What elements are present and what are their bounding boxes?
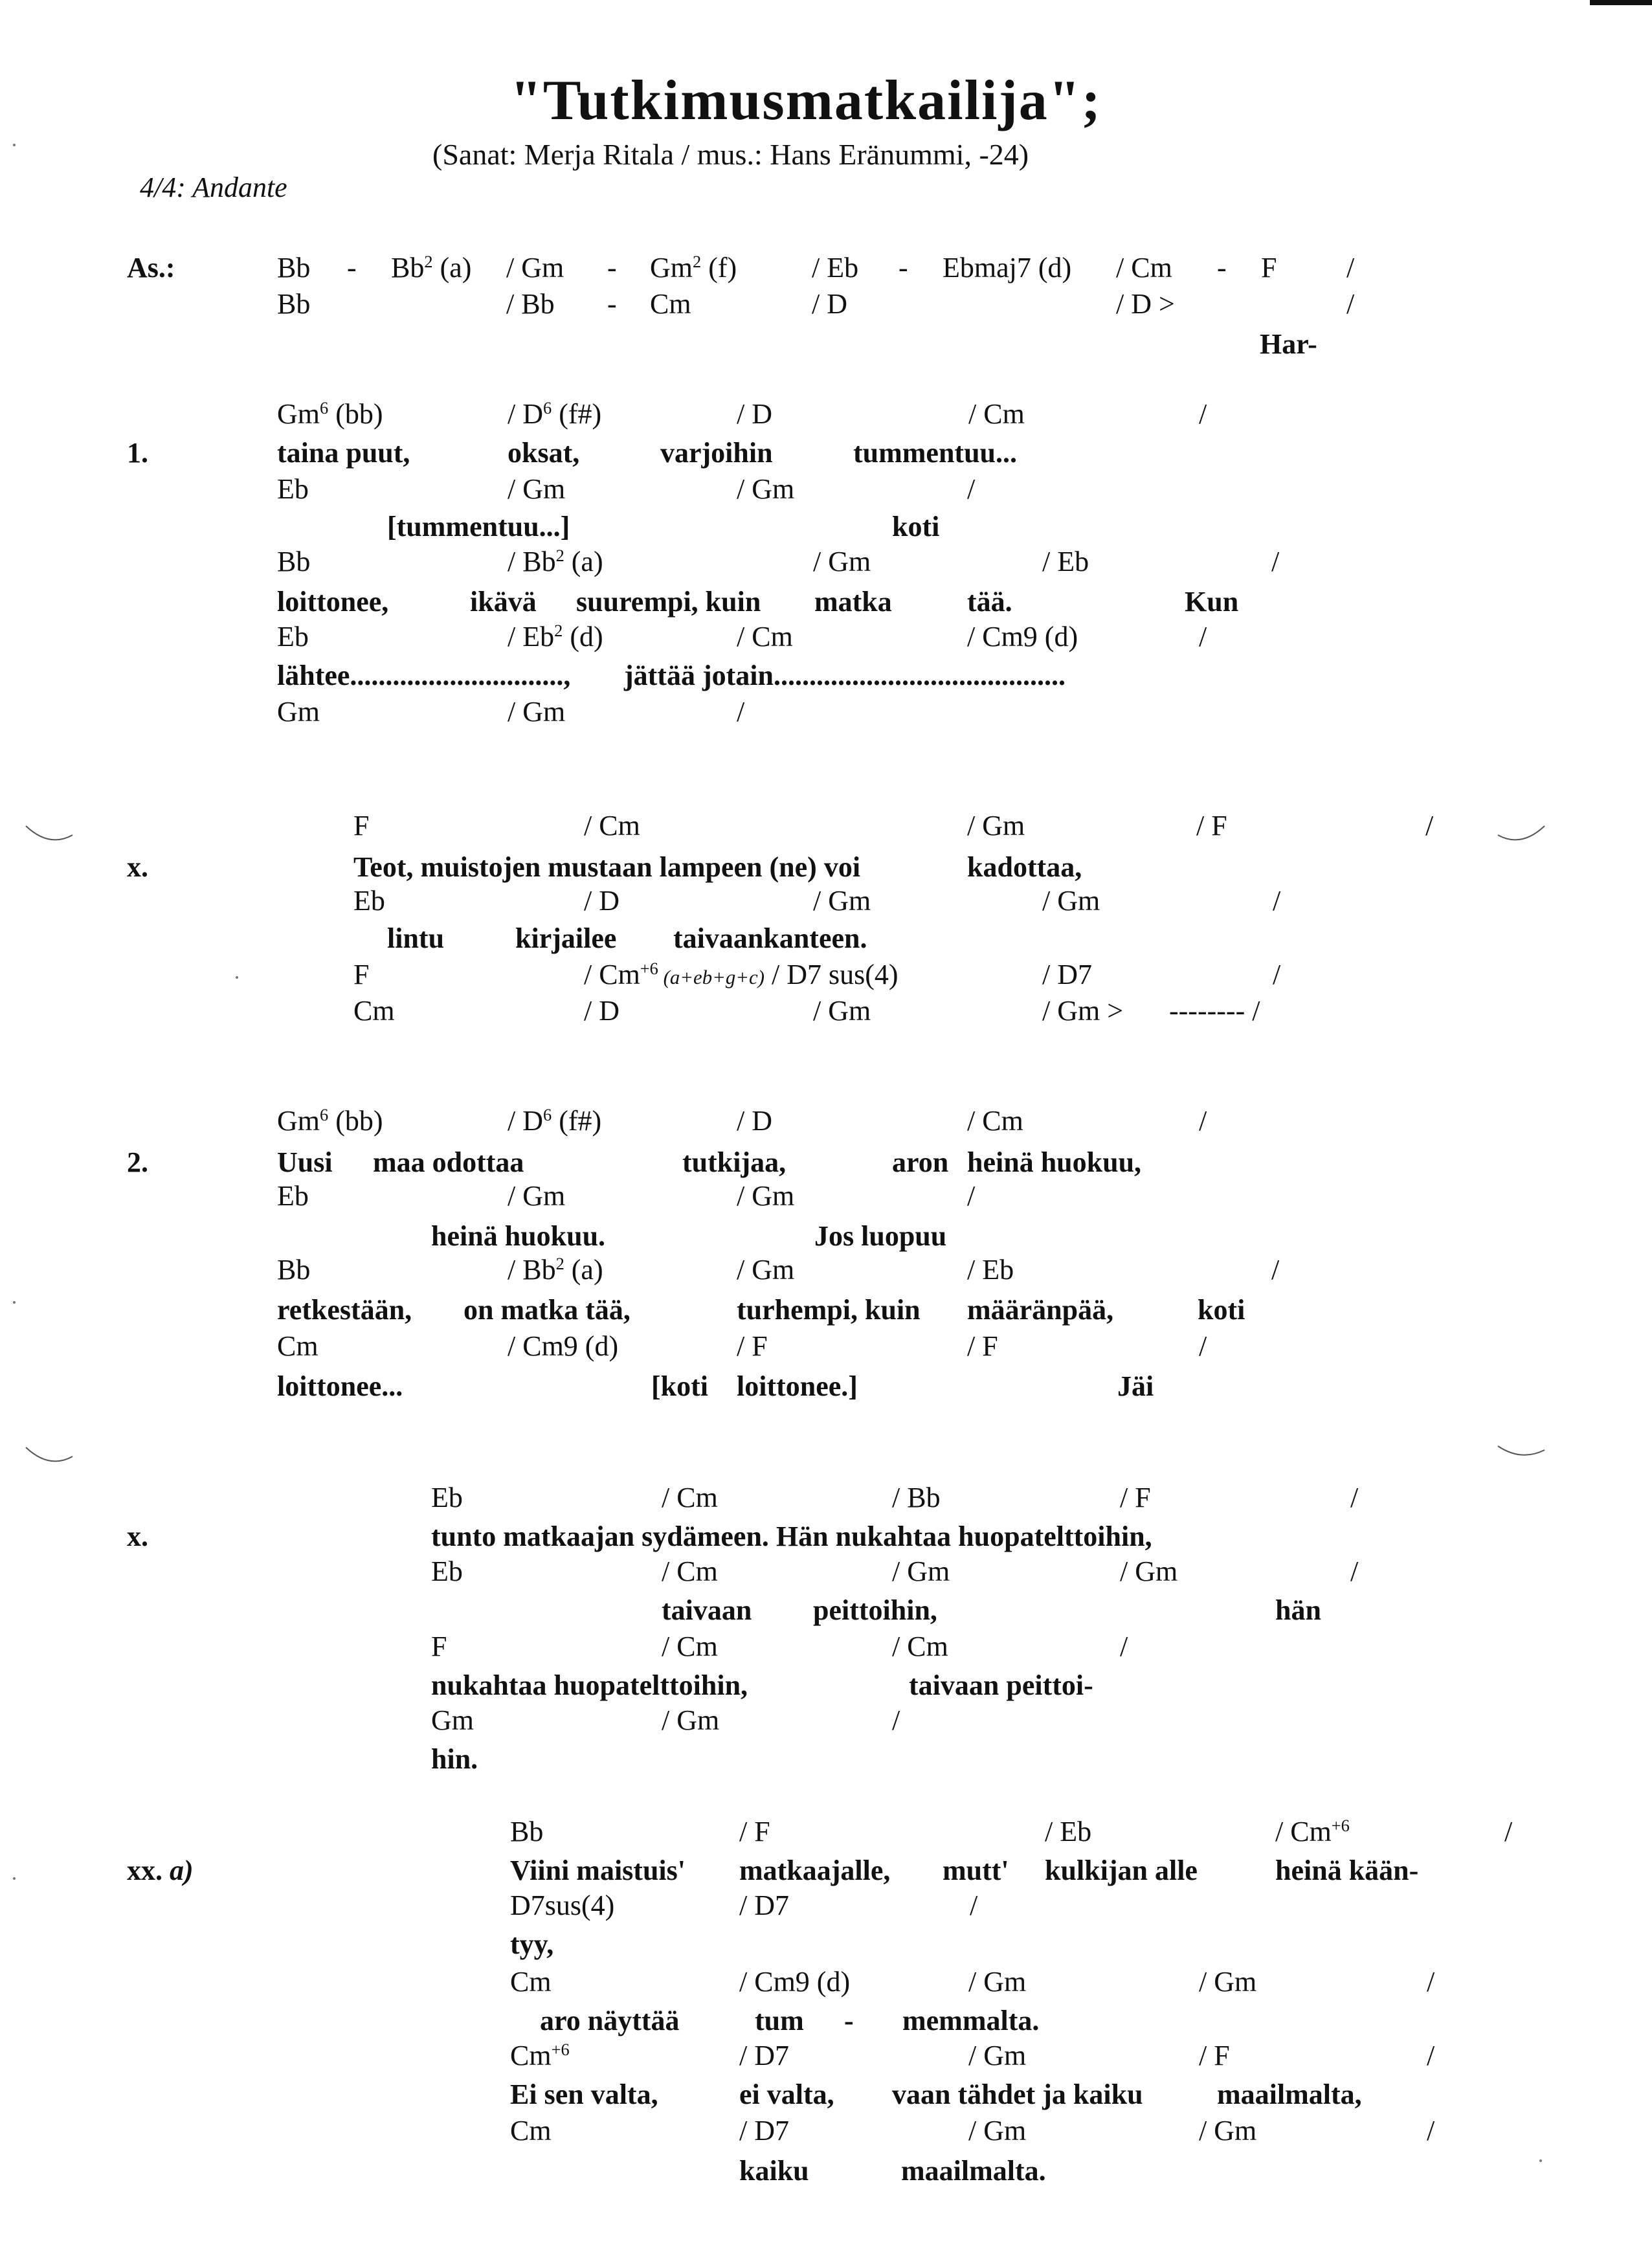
chord: / $Cm^{+6}$ (1275, 1816, 1350, 1847)
barline: / (1346, 288, 1355, 320)
barline: / (1199, 621, 1207, 652)
chord: Bb (277, 288, 311, 320)
chord: / F (739, 1816, 770, 1847)
lyric: koti (892, 511, 940, 542)
lyric: matkaajalle, (739, 1855, 891, 1886)
barline: / (1120, 1631, 1128, 1662)
chord-dash: - (347, 252, 357, 284)
chord: Gm$^6$ (bb) (277, 1105, 383, 1137)
chord: / Cm (584, 810, 640, 842)
chord: / D (812, 288, 847, 320)
chord: / Gm (737, 473, 795, 505)
chord: F (431, 1631, 447, 1662)
lyric: vaan tähdet ja kaiku (892, 2079, 1143, 2110)
chord: Eb (431, 1555, 463, 1587)
lyric: loittonee.] (737, 1370, 858, 1402)
chord: Gm$^6$ (bb) (277, 398, 383, 430)
lyric: Jäi (1117, 1370, 1154, 1402)
chord: / Gm (1199, 1966, 1257, 1998)
lyric: retkestään, (277, 1294, 412, 1326)
chord: / Gm (813, 995, 871, 1027)
song-credits: (Sanat: Merja Ritala / mus.: Hans Eränummi, -24) (432, 138, 1029, 171)
lyric: tunto matkaajan sydämeen. Hän nukahtaa huopatelttoihin, (431, 1521, 1152, 1552)
lyric: Teot, muistojen mustaan lampeen (ne) voi (353, 851, 861, 883)
chord: / Gm (662, 1704, 720, 1736)
chord: / F (1120, 1482, 1151, 1513)
chord: / Cm9 (d) (967, 621, 1078, 652)
chord: / Bb (892, 1482, 941, 1513)
lyric: nukahtaa huopatelttoihin, (431, 1669, 748, 1701)
chord: / Gm > (1042, 995, 1124, 1027)
chord: F (353, 810, 370, 842)
chord: / Cm (662, 1482, 718, 1513)
punch-hole-mark (23, 1444, 75, 1469)
scan-speck (13, 1877, 16, 1880)
lyric: mutt' (943, 1855, 1009, 1886)
lyric: varjoihin (660, 437, 773, 469)
barline: / (1350, 1555, 1359, 1587)
chord: / Gm (506, 252, 564, 284)
chord-dash: - (607, 288, 617, 320)
section-label: xx. a) (127, 1855, 194, 1886)
chord: Cm (650, 288, 691, 320)
barline: / (737, 696, 745, 728)
chord: / Bb$^2$ (a) (508, 1254, 603, 1286)
scan-speck (13, 144, 16, 146)
chord: / D (737, 1105, 772, 1137)
lyric: heinä huokuu. (431, 1220, 606, 1252)
lyric: oksat, (508, 437, 580, 469)
chord: $Cm^{+6}$ (510, 2040, 570, 2071)
section-label: 2. (127, 1146, 148, 1178)
chord-dash: - (1217, 252, 1227, 284)
chord: Eb (277, 621, 309, 652)
chord: / Gm (1199, 2115, 1257, 2146)
chord: Cm (277, 1330, 318, 1362)
chord: Eb (353, 885, 385, 917)
chord: / F (737, 1330, 768, 1362)
section-label: 1. (127, 437, 148, 469)
chord-dash: - (899, 252, 908, 284)
chord: / Gm (968, 2040, 1027, 2071)
lyric: lähtee.............................., (277, 660, 571, 691)
section-label: x. (127, 851, 148, 883)
chord: / Gm (968, 2115, 1027, 2146)
chord: Cm (510, 1966, 552, 1998)
lyric: heinä kään- (1275, 1855, 1419, 1886)
lyric: kirjailee (515, 922, 617, 954)
barline: / (967, 473, 976, 505)
lyric: maailmalta. (901, 2155, 1046, 2187)
lyric: kulkijan alle (1045, 1855, 1198, 1886)
lyric: taivaankanteen. (673, 922, 867, 954)
lyric: turhempi, kuin (737, 1294, 921, 1326)
lyric: tummentuu... (853, 437, 1018, 469)
chord: / F (1196, 810, 1227, 842)
chord: / Cm (892, 1631, 948, 1662)
chord: Bb (277, 546, 311, 577)
chord: / Cm (662, 1555, 718, 1587)
page-corner-mark (1590, 0, 1652, 5)
lyric: ei valta, (739, 2079, 834, 2110)
lyric: tyy, (510, 1928, 554, 1960)
lyric: matka (814, 586, 892, 618)
chord: Gm$^2$ (f) (650, 252, 737, 284)
chord: / Cm9 (d) (739, 1966, 851, 1998)
chord: / Gm (737, 1254, 795, 1286)
lyric: hän (1275, 1594, 1321, 1626)
scan-speck (1539, 2159, 1542, 2162)
chord: Eb (431, 1482, 463, 1513)
lyric: tää. (967, 586, 1012, 618)
chord: Eb (277, 473, 309, 505)
lyric: [koti (651, 1370, 708, 1402)
section-label: As.: (127, 252, 175, 284)
lyric: Kun (1185, 586, 1239, 618)
chord: Bb (510, 1816, 544, 1847)
barline: / (1427, 1966, 1435, 1998)
chord: / Gm (508, 696, 566, 728)
chord: F (1261, 252, 1277, 284)
song-title: "Tutkimusmatkailija"; (510, 69, 1102, 132)
lyric: maailmalta, (1217, 2079, 1362, 2110)
lyric: jättää jotain......................................... (624, 660, 1066, 691)
barline: / (970, 1890, 978, 1921)
lyric: [tummentuu...] (387, 511, 570, 542)
chord: / Gm (813, 546, 871, 577)
barline: / (1427, 2040, 1435, 2071)
lyric: lintu (387, 922, 445, 954)
chord: Gm (431, 1704, 474, 1736)
chord: / Eb (812, 252, 859, 284)
chord: / Eb (1042, 546, 1089, 577)
lyric: loittonee, (277, 586, 389, 618)
lyric: suurempi, kuin (576, 586, 761, 618)
lyric: Uusi (277, 1146, 333, 1178)
chord: / Gm (892, 1555, 950, 1587)
lyric: ikävä (470, 586, 537, 618)
chord: / Bb (506, 288, 555, 320)
chord: / Eb$^2$ (d) (508, 621, 603, 652)
chord: / Bb$^2$ (a) (508, 546, 603, 577)
lyric: aro näyttää (540, 2005, 680, 2036)
chord: / D7 (739, 2040, 789, 2071)
chord: / D7 (1042, 959, 1092, 990)
barline: / (1425, 810, 1434, 842)
chord: / D7 (739, 1890, 789, 1921)
barline: / (967, 1180, 976, 1212)
lyric: tutkijaa, (682, 1146, 787, 1178)
chord: / Gm (1120, 1555, 1178, 1587)
chord: / Eb (967, 1254, 1014, 1286)
chord: / Gm (813, 885, 871, 917)
chord: / Cm (967, 1105, 1023, 1137)
chord: / Gm (508, 1180, 566, 1212)
chord: Cm (510, 2115, 552, 2146)
chord: Cm (353, 995, 395, 1027)
lyric: taina puut, (277, 437, 410, 469)
barline: / (1199, 398, 1207, 430)
barline: / (892, 1704, 900, 1736)
barline: / (1273, 959, 1281, 990)
section-label: x. (127, 1521, 148, 1552)
lyric: Ei sen valta, (510, 2079, 658, 2110)
chord: / $D^6$ (f#) (508, 398, 602, 430)
lyric: heinä huokuu, (967, 1146, 1142, 1178)
chord: / Gm (1042, 885, 1100, 917)
lyric: - (844, 2005, 854, 2036)
chord: / Cm (662, 1631, 718, 1662)
lyric: kaiku (739, 2155, 809, 2187)
lyric: on matka tää, (463, 1294, 631, 1326)
chord: / F (1199, 2040, 1230, 2071)
barline: / (1504, 1816, 1513, 1847)
chord: Ebmaj7 (d) (943, 252, 1072, 284)
chord: / Gm (967, 810, 1025, 842)
lyric-pickup: Har- (1260, 328, 1317, 360)
lyric: tum (755, 2005, 804, 2036)
chord: / Cm (737, 621, 793, 652)
chord: Bb (277, 1254, 311, 1286)
punch-hole-mark (23, 822, 75, 848)
chord-dash: - (607, 252, 617, 284)
tempo-marking: 4/4: Andante (140, 172, 287, 203)
chord: Bb (277, 252, 311, 284)
barline: / (1427, 2115, 1435, 2146)
chord: / Gm (968, 1966, 1027, 1998)
chord: / Cm9 (d) (508, 1330, 619, 1362)
chord: / D (584, 995, 620, 1027)
lyric: Jos luopuu (814, 1220, 947, 1252)
scan-speck (236, 976, 238, 979)
chord: / D (584, 885, 620, 917)
chord: D7sus(4) (510, 1890, 615, 1921)
chord: / Cm (1116, 252, 1172, 284)
chord: / Cm (968, 398, 1025, 430)
barline: / (1271, 546, 1280, 577)
lyric: taivaan (662, 1594, 752, 1626)
lyric: taivaan peittoi- (909, 1669, 1093, 1701)
barline: / (1271, 1254, 1280, 1286)
barline: / (1273, 885, 1281, 917)
barline: / (1199, 1105, 1207, 1137)
chord: / $Cm^{+6}$ (a+eb+g+c) / D7 sus(4) (584, 959, 899, 990)
barline: -------- / (1169, 995, 1260, 1027)
chord: Gm (277, 696, 320, 728)
barline: / (1346, 252, 1355, 284)
lyric: koti (1198, 1294, 1245, 1326)
punch-hole-mark (1495, 1437, 1547, 1463)
lyric: hin. (431, 1743, 478, 1775)
lyric: loittonee... (277, 1370, 403, 1402)
chord: / D > (1116, 288, 1175, 320)
chord: / Gm (737, 1180, 795, 1212)
lyric: peittoihin, (813, 1594, 937, 1626)
punch-hole-mark (1495, 822, 1547, 848)
lyric: memmalta. (902, 2005, 1040, 2036)
chord: Eb (277, 1180, 309, 1212)
chord: F (353, 959, 370, 990)
chord: / Eb (1045, 1816, 1092, 1847)
lyric: maa odottaa (373, 1146, 524, 1178)
lyric: aron (892, 1146, 949, 1178)
lyric: Viini maistuis' (510, 1855, 686, 1886)
chord: Bb$^2$ (a) (391, 252, 472, 284)
chord: / F (967, 1330, 998, 1362)
chord: / D7 (739, 2115, 789, 2146)
barline: / (1350, 1482, 1359, 1513)
chord: / D (737, 398, 772, 430)
chord: / $D^6$ (f#) (508, 1105, 602, 1137)
chord: / Gm (508, 473, 566, 505)
lyric: kadottaa, (967, 851, 1082, 883)
barline: / (1199, 1330, 1207, 1362)
lyric: määränpää, (967, 1294, 1114, 1326)
scan-speck (13, 1301, 16, 1304)
